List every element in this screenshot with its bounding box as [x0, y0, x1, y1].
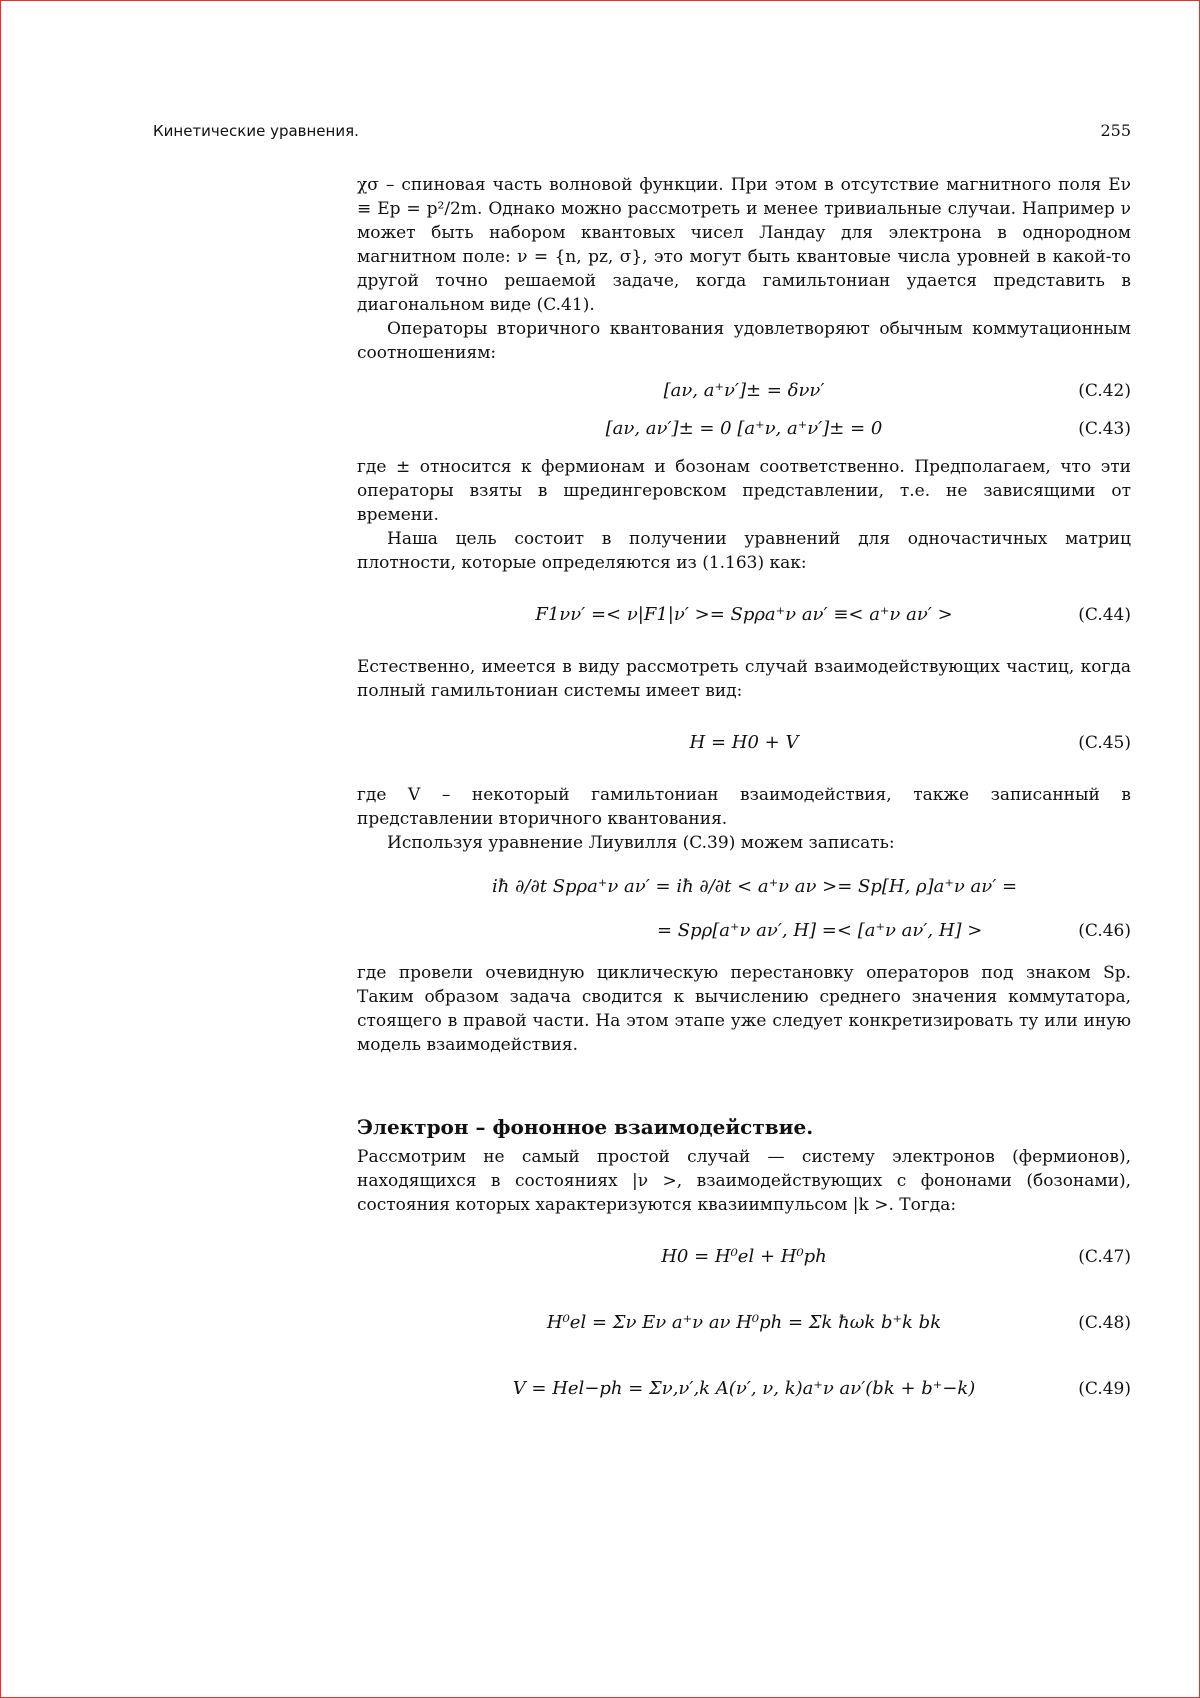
equation-c43: [357, 417, 1131, 441]
equation-number: (C.43): [1078, 419, 1131, 439]
equation-c49: [357, 1363, 1131, 1415]
equation-number: (C.42): [1078, 381, 1131, 401]
equation-c44: [357, 589, 1131, 641]
equation-c48: [357, 1297, 1131, 1349]
equation-text: [aν, aν′]± = 0 [a⁺ν, a⁺ν′]± = 0: [605, 418, 883, 439]
paragraph: Операторы вторичного квантования удовлетворяют обычным коммутационным соотношениям:: [357, 319, 1131, 363]
equation-number: (C.45): [1078, 733, 1131, 753]
running-header: [153, 119, 1131, 143]
equation-line: iħ ∂/∂t Spρa⁺ν aν′ = iħ ∂/∂t < a⁺ν aν >= Sp[H, ρ]a⁺ν aν′ =: [492, 876, 1018, 897]
equation-number: (C.47): [1078, 1247, 1131, 1267]
equation-c46: [357, 875, 1131, 947]
equation-text: H0 = H⁰el + H⁰ph: [661, 1246, 827, 1267]
equation-number: (C.48): [1078, 1313, 1131, 1333]
equation-text: H = H0 + V: [689, 732, 799, 753]
equation-line: = Spρ[a⁺ν aν′, H] =< [a⁺ν aν′, H] >: [657, 920, 983, 941]
equation-c42: [357, 379, 1131, 403]
paragraph: где V – некоторый гамильтониан взаимодействия, также записанный в представлении вторичного квантования.: [357, 785, 1131, 829]
header-title: Кинетические уравнения.: [153, 122, 359, 140]
equation-c45: [357, 717, 1131, 769]
equation-text: H⁰el = Σν Eν a⁺ν aν H⁰ph = Σk ħωk b⁺k bk: [546, 1312, 942, 1333]
paragraph: Рассмотрим не самый простой случай — систему электронов (фермионов), находящихся в состояниях |ν >, взаимодействующих с фононами (бозонами), состояния которых характеризуются квазиимпульсом |k >. Тогда:: [357, 1147, 1131, 1215]
paragraph: Наша цель состоит в получении уравнений для одночастичных матриц плотности, которые определяются из (1.163) как:: [357, 529, 1131, 573]
equation-number: (C.49): [1078, 1379, 1131, 1399]
equation-text: [aν, a⁺ν′]± = δνν′: [663, 380, 825, 401]
page-number: 255: [1100, 121, 1131, 140]
paragraph: где провели очевидную циклическую перестановку операторов под знаком Sp. Таким образом задача сводится к вычислению среднего значения коммутатора, стоящего в правой части. На этом этапе уже следует конкретизировать ту или иную модель взаимодействия.: [357, 963, 1131, 1055]
section-title: Электрон – фононное взаимодействие.: [357, 1115, 814, 1139]
equation-text: F1νν′ =< ν|F1|ν′ >= Spρa⁺ν aν′ ≡< a⁺ν aν′ >: [535, 604, 953, 625]
equation-text: V = Hel−ph = Σν,ν′,k A(ν′, ν, k)a⁺ν aν′(bk + b⁺−k): [512, 1378, 976, 1399]
paragraph: Используя уравнение Лиувилля (C.39) можем записать:: [387, 833, 895, 853]
page-body: [357, 173, 1131, 1429]
equation-number: (C.44): [1078, 605, 1131, 625]
equation-number: (C.46): [1078, 921, 1131, 941]
equation-c47: [357, 1231, 1131, 1283]
paragraph: Естественно, имеется в виду рассмотреть случай взаимодействующих частиц, когда полный гамильтониан системы имеет вид:: [357, 657, 1131, 701]
paragraph: где ± относится к фермионам и бозонам соответственно. Предполагаем, что эти операторы взяты в шредингеровском представлении, т.е. не зависящими от времени.: [357, 457, 1131, 525]
paragraph: χσ – спиновая часть волновой функции. При этом в отсутствие магнитного поля Eν ≡ Ep = p²/2m. Однако можно рассмотреть и менее тривиальные случаи. Например ν может быть набором квантовых чисел Ландау для электрона в однородном магнитном поле: ν = {n, pz, σ}, это могут быть квантовые числа уровней в какой-то другой точно решаемой задаче, когда гамильтониан удается представить в диагональном виде (C.41).: [357, 175, 1131, 315]
